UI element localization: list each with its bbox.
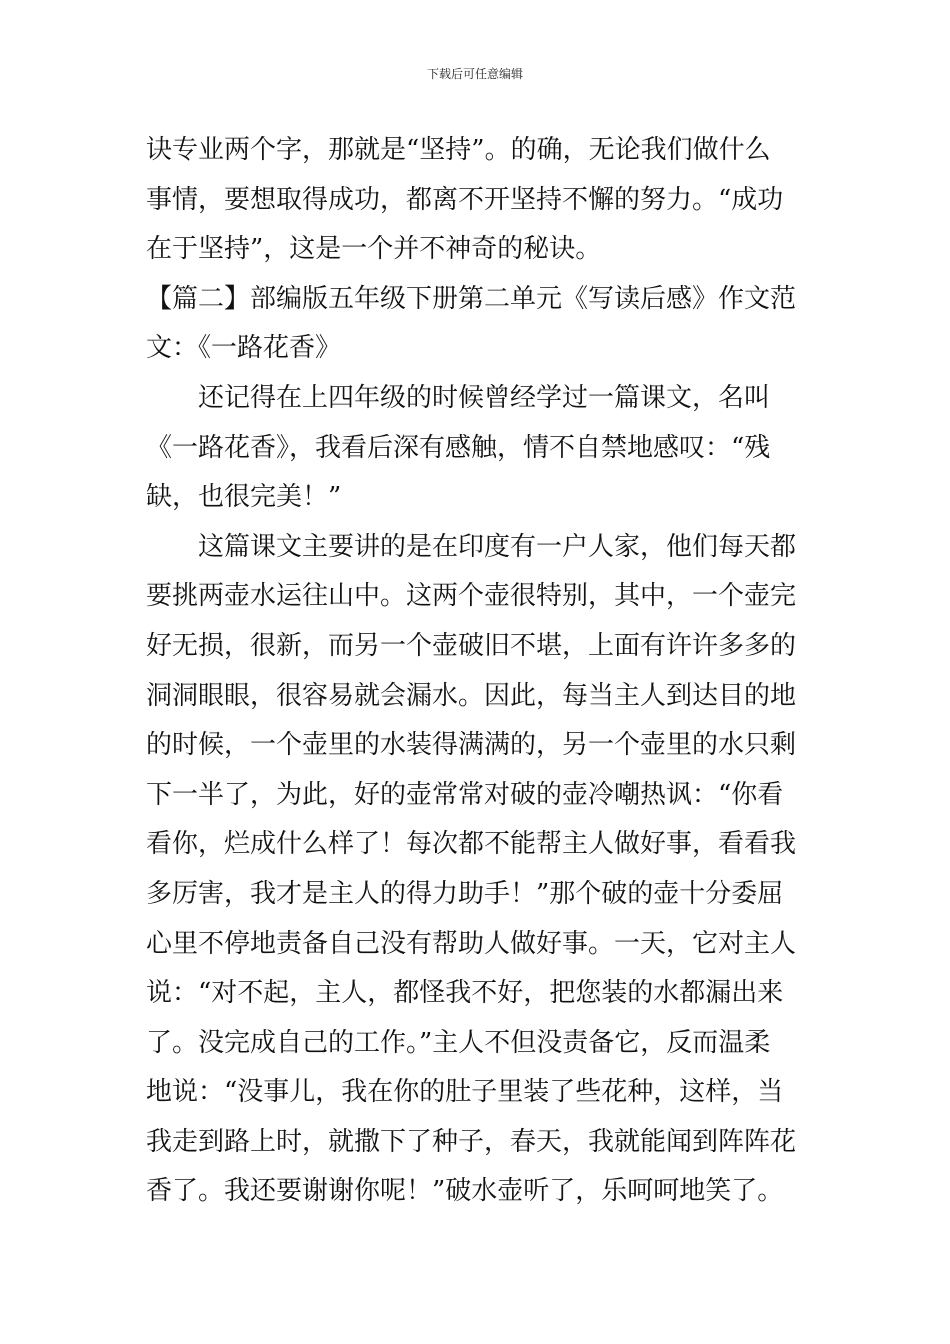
- text-line: 香了。我还要谢谢你呢！”破水壶听了，乐呵呵地笑了。: [146, 1176, 784, 1207]
- text-line: 了。没完成自己的工作。”主人不但没责备它，反而温柔: [146, 1027, 771, 1058]
- text-line: 的时候，一个壶里的水装得满满的，另一个壶里的水只剩: [146, 730, 797, 761]
- text-line: 我走到路上时，就撒下了种子，春天，我就能闻到阵阵花: [146, 1126, 797, 1157]
- section-heading-line: 【篇二】部编版五年级下册第二单元《写读后感》作文范: [146, 283, 797, 314]
- text-line: 事情，要想取得成功，都离不开坚持不懈的努力。“成功: [146, 184, 784, 215]
- text-line: 下一半了，为此，好的壶常常对破的壶冷嘲热讽：“你看: [146, 779, 784, 810]
- text-line: 心里不停地责备自己没有帮助人做好事。一天，它对主人: [146, 928, 797, 959]
- text-line: 好无损，很新，而另一个壶破旧不堪，上面有许许多多的: [146, 630, 797, 661]
- text-line: 诀专业两个字，那就是“坚持”。的确，无论我们做什么: [146, 135, 771, 165]
- section-heading-line: 文：《一路花香》: [146, 333, 342, 364]
- page-header: 下载后可任意编辑: [426, 67, 523, 81]
- text-line: 在于坚持”，这是一个并不神奇的秘诀。: [146, 234, 602, 265]
- text-line: 要挑两壶水运往山中。这两个壶很特别，其中，一个壶完: [146, 581, 797, 612]
- text-line: 缺，也很完美！”: [146, 482, 342, 513]
- text-line: 洞洞眼眼，很容易就会漏水。因此，每当主人到达目的地: [146, 680, 797, 711]
- document-body: [146, 126, 810, 1217]
- paragraph-start-line: 这篇课文主要讲的是在印度有一户人家，他们每天都: [198, 531, 797, 562]
- text-line: 多厉害，我才是主人的得力助手！”那个破的壶十分委屈: [146, 878, 784, 909]
- text-line: 看你，烂成什么样了！每次都不能帮主人做好事，看看我: [146, 829, 797, 860]
- paragraph-start-line: 还记得在上四年级的时候曾经学过一篇课文，名叫: [198, 382, 771, 413]
- text-line: 《一路花香》，我看后深有感触，情不自禁地感叹：“残: [146, 432, 771, 463]
- text-line: 说：“对不起，主人，都怪我不好，把您装的水都漏出来: [146, 978, 784, 1009]
- text-line: 地说：“没事儿，我在你的肚子里装了些花种，这样，当: [146, 1077, 784, 1108]
